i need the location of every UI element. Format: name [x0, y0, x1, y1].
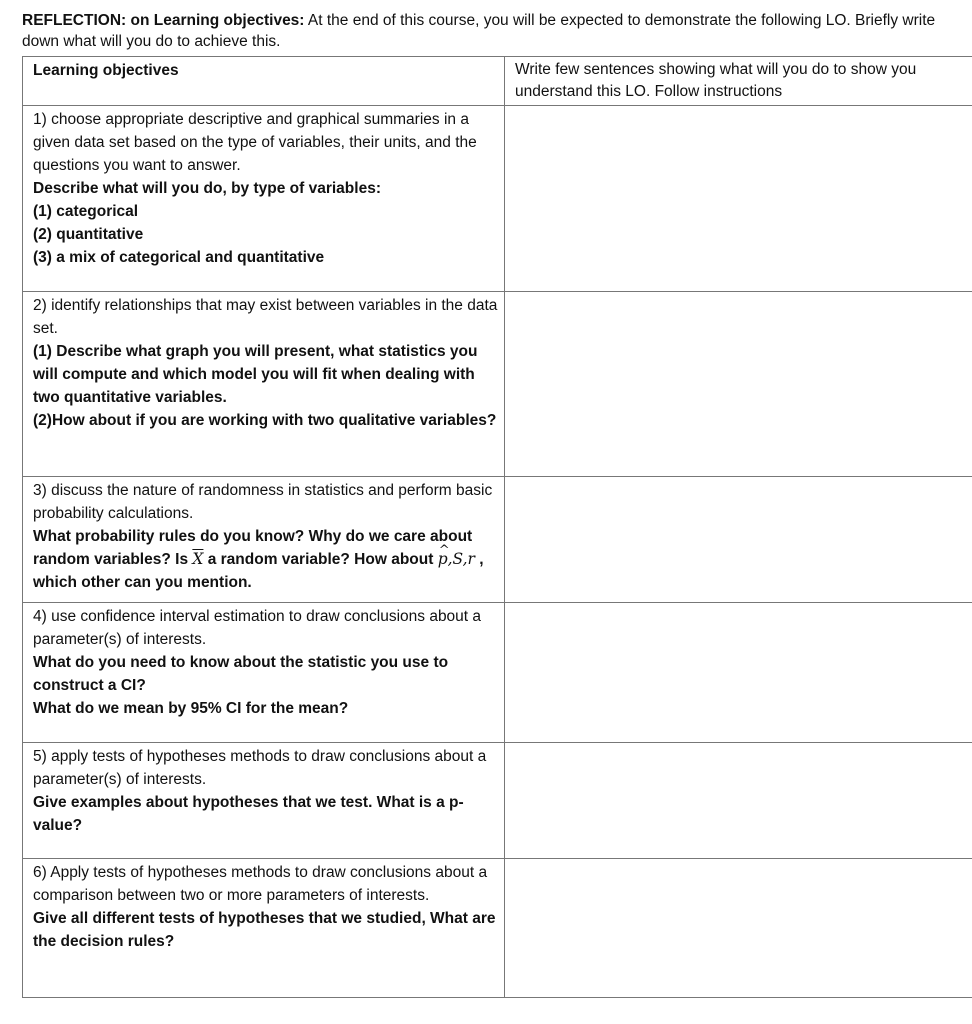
table-row — [23, 603, 972, 743]
objective-6-prompt: Give all different tests of hypotheses that we studied, What are the decision rules? — [33, 910, 496, 950]
objective-3-cell — [23, 477, 505, 603]
objective-1-prompt: Describe what will you do, by type of variables: — [33, 180, 381, 197]
s-r-symbols: ,S,r — [447, 550, 475, 568]
table-row — [23, 743, 972, 859]
objective-5-text: 5) apply tests of hypotheses methods to draw conclusions about a parameter(s) of interests. — [33, 748, 487, 788]
objective-3-prompt — [33, 525, 498, 594]
p-hat-symbol: ^ p — [438, 548, 448, 571]
objective-2-cell — [23, 292, 505, 477]
objective-6-cell — [23, 859, 505, 998]
objective-2-prompt: (1) Describe what graph you will present, what statistics you will compute and which model you will fit when dealing with two quantitative variables. — [33, 343, 478, 406]
objective-5-prompt: Give examples about hypotheses that we test. What is a p-value? — [33, 794, 464, 834]
objective-1-prompt: (3) a mix of categorical and quantitative — [33, 249, 325, 266]
objective-3-prompt-b: a random variable? How about — [203, 551, 438, 568]
table-row — [23, 106, 972, 292]
response-cell-6[interactable] — [505, 859, 972, 998]
objective-2-text: 2) identify relationships that may exist between variables in the data set. — [33, 297, 498, 337]
table-header-row — [23, 57, 972, 106]
objective-3-prompt-c: , which other can you mention. — [33, 551, 484, 591]
objective-1-cell — [23, 106, 505, 292]
reflection-instructions — [22, 10, 952, 52]
objective-6-text: 6) Apply tests of hypotheses methods to draw conclusions about a comparison between two or more parameters of interests. — [33, 864, 488, 904]
objective-1-prompt: (1) categorical — [33, 203, 139, 220]
x-bar-symbol: $\overline{X}$ — [192, 550, 204, 568]
objective-2-prompt: (2)How about if you are working with two qualitative variables? — [33, 412, 497, 429]
objective-3-prompt-a: What probability rules do you know? Why do we care about random variables? Is — [33, 528, 473, 568]
objective-5-cell — [23, 743, 505, 859]
table-row — [23, 477, 972, 603]
response-cell-5[interactable] — [505, 743, 972, 859]
response-cell-3[interactable] — [505, 477, 972, 603]
objective-4-text: 4) use confidence interval estimation to draw conclusions about a parameter(s) of interests. — [33, 608, 482, 648]
objective-4-prompt: What do we mean by 95% CI for the mean? — [33, 700, 349, 717]
response-cell-2[interactable] — [505, 292, 972, 477]
response-cell-1[interactable] — [505, 106, 972, 292]
header-response-instructions: Write few sentences showing what will you do to show you understand this LO. Follow instructions — [505, 57, 972, 106]
learning-objectives-table — [22, 56, 972, 998]
objective-4-cell — [23, 603, 505, 743]
table-row — [23, 859, 972, 998]
reflection-heading: REFLECTION: on Learning objectives: — [22, 12, 305, 29]
objective-1-prompt: (2) quantitative — [33, 226, 144, 243]
table-row — [23, 292, 972, 477]
header-learning-objectives: Learning objectives — [23, 57, 505, 106]
objective-3-text: 3) discuss the nature of randomness in statistics and perform basic probability calculations. — [33, 482, 493, 522]
reflection-text: At the end of this course, you will be expected to demonstrate the following LO. Briefly write down what will you do to achieve this. — [22, 12, 936, 50]
response-cell-4[interactable] — [505, 603, 972, 743]
objective-1-text: 1) choose appropriate descriptive and graphical summaries in a given data set based on the type of variables, their units, and the questions you want to answer. — [33, 111, 477, 174]
objective-4-prompt: What do you need to know about the statistic you use to construct a CI? — [33, 654, 449, 694]
